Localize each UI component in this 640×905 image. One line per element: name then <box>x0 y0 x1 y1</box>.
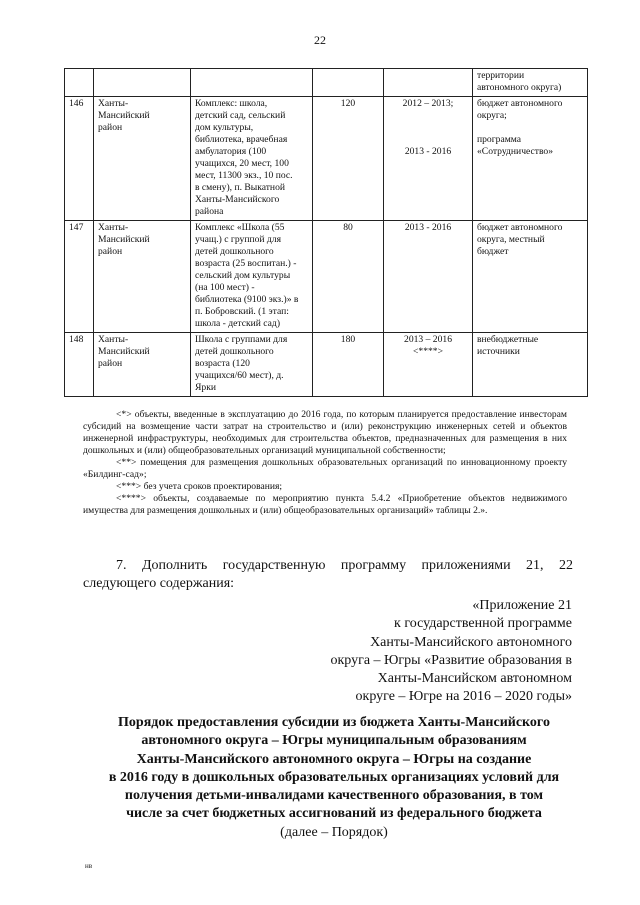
page-number: 22 <box>314 33 326 47</box>
table-cell-source: внебюджетные источники <box>473 333 588 397</box>
item-7-paragraph: 7. Дополнить государственную программу приложениями 21, 22 следующего содержания: <box>83 558 573 591</box>
table-row <box>65 97 588 221</box>
footer-initials: нв <box>85 862 93 870</box>
table-cell-object: Школа с группами для детей дошкольного возраста (120 учащихся/60 мест), д. Ярки <box>191 333 313 397</box>
table-row <box>65 333 588 397</box>
objects-table <box>64 68 588 397</box>
footnote: <*> объекты, введенные в эксплуатацию до 2016 года, по которым планируется предоставление инвесторам субсидий на возмещение части затрат на строительство и (или) реконструкцию инженерных сетей и объектов инженерной инфраструктуры, необходимых для строительства объектов, предназначенных для размещения в них дошкольных и (или) общеобразовательных организаций муниципальной собственности; <box>83 409 567 456</box>
table-cell-number: 147 <box>65 221 94 333</box>
table-cell-years: 2013 - 2016 <box>384 221 473 333</box>
footnote: <***> без учета сроков проектирования; <box>116 481 283 492</box>
procedure-heading: Порядок предоставления субсидии из бюджета Ханты-Мансийского автономного округа – Югры муниципальным образованиям Ханты-Мансийского автономного округа – Югры на создание в 2016 году в дошкольных образовательных организациях условий для получения детьми-инвалидами качественного образования, в том числе за счет бюджетных ассигнований из федерального бюджета (далее – Порядок) <box>64 714 604 842</box>
table-cell-object: Комплекс «Школа (55 учащ.) с группой для детей дошкольного возраста (25 воспитан.) - сельский дом культуры (на 100 мест) - библиотека (9100 экз.)» в п. Бобровский. (1 этап: школа - детский сад) <box>191 221 313 333</box>
table-row <box>65 221 588 333</box>
footnote: <**> помещения для размещения дошкольных образовательных организаций по инновационному проекту «Билдинг-сад»; <box>83 457 567 480</box>
table-cell-years: 2013 – 2016 <****> <box>384 333 473 397</box>
table-cell-source: бюджет автономного округа; программа «Сотрудничество» <box>473 97 588 221</box>
table-cell-object: Комплекс: школа, детский сад, сельский дом культуры, библиотека, врачебная амбулатория (100 учащихся, 20 мест, 100 мест, 11300 экз., 10 пос. в смену), п. Выкатной Ханты-Мансийского района <box>191 97 313 221</box>
table-cell-source: бюджет автономного округа, местный бюджет <box>473 221 588 333</box>
table-cell-years: 2012 – 2013; 2013 - 2016 <box>384 97 473 221</box>
table-cell-capacity: 120 <box>313 97 384 221</box>
table-cell-district: Ханты- Мансийский район <box>94 97 191 221</box>
table-footnotes <box>83 409 567 517</box>
appendix-header: «Приложение 21 к государственной программе Ханты-Мансийского автономного округа – Югры «Развитие образования в Ханты-Мансийском автономном округе – Югре на 2016 – 2020 годы» <box>330 598 572 705</box>
table-row-continuation <box>65 69 588 97</box>
procedure-heading-sub: (далее – Порядок) <box>280 824 388 840</box>
table-cell-number: 146 <box>65 97 94 221</box>
table-cell-district: Ханты- Мансийский район <box>94 221 191 333</box>
table-cell-capacity: 80 <box>313 221 384 333</box>
footnote: <****> объекты, создаваемые по мероприятию пункта 5.4.2 «Приобретение объектов недвижимого имущества для размещения дошкольных и (или) общеобразовательных организаций» таблицы 2.». <box>83 493 567 516</box>
table-cell-capacity: 180 <box>313 333 384 397</box>
table-cell-number: 148 <box>65 333 94 397</box>
table-cell-source: территории автономного округа) <box>473 69 588 97</box>
table-cell-district: Ханты- Мансийский район <box>94 333 191 397</box>
